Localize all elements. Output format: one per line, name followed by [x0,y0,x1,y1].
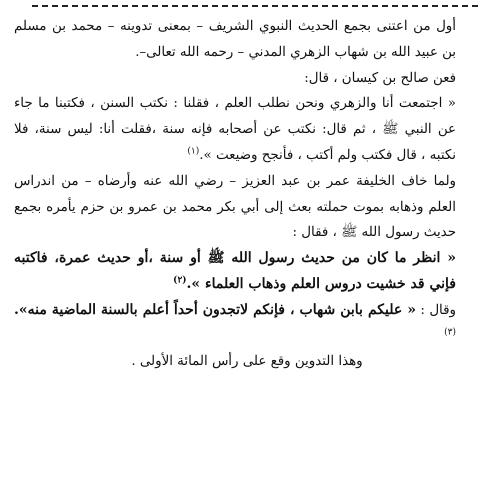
paragraph-salih-narration: فعن صالح بن كيسان ، قال: [304,70,456,86]
footnote-ref-2[interactable]: (٢) [173,275,187,286]
paragraph-quote-two [14,246,480,298]
quote-three-intro: وقال : [420,302,457,318]
quote-three-text: « عليكم بابن شهاب ، فإنكم لاتجدون أحداً أعلم بالسنة الماضية منه». [14,301,416,318]
paragraph-conclusion: وهذا التدوين وقع على رأس المائة الأولى . [131,354,363,370]
paragraph-umar-abdulaziz: ولما خاف الخليفة عمر بن عبد العزيز – رضي الله عنه وأرضاه – من اندراس العلم وذهابه بموت حملته بعث إلى أبي بكر محمد بن عمرو بن حزم يأمره بجمع حديث رسول الله ﷺ ، فقال : [14,173,456,241]
body-text [14,14,480,375]
paragraph-quote-three [14,298,480,350]
footnote-ref-3[interactable]: (٣) [444,327,456,338]
quote-two-text: « انظر ما كان من حديث رسول الله ﷺ أو سنة ،أو حديث عمرة، فاكتبه فإني قد خشيت دروس العلم وذهاب العلماء ». [14,250,456,292]
footnote-ref-1[interactable]: (١) [187,146,200,157]
paragraph-first-collector: أول من اعتنى بجمع الحديث النبوي الشريف – بمعنى تدوينه – محمد بن مسلم بن عبيد الله بن شهاب الزهري المدني – رحمه الله تعالى–. [14,19,456,60]
header-dashed-rule [32,5,478,7]
paragraph-quote-one [14,91,480,168]
quote-one-text: « اجتمعت أنا والزهري ونحن نطلب العلم ، فقلنا : نكتب السنن ، فكتبنا ما جاء عن النبي ﷺ ، ثم قال: نكتب عن أصحابه فإنه سنة ،فقلت أنا: ليس سنة، فلا نكتبه ، قال فكتب ولم أكتب ، فأنجح وضيعت ». [14,96,456,163]
